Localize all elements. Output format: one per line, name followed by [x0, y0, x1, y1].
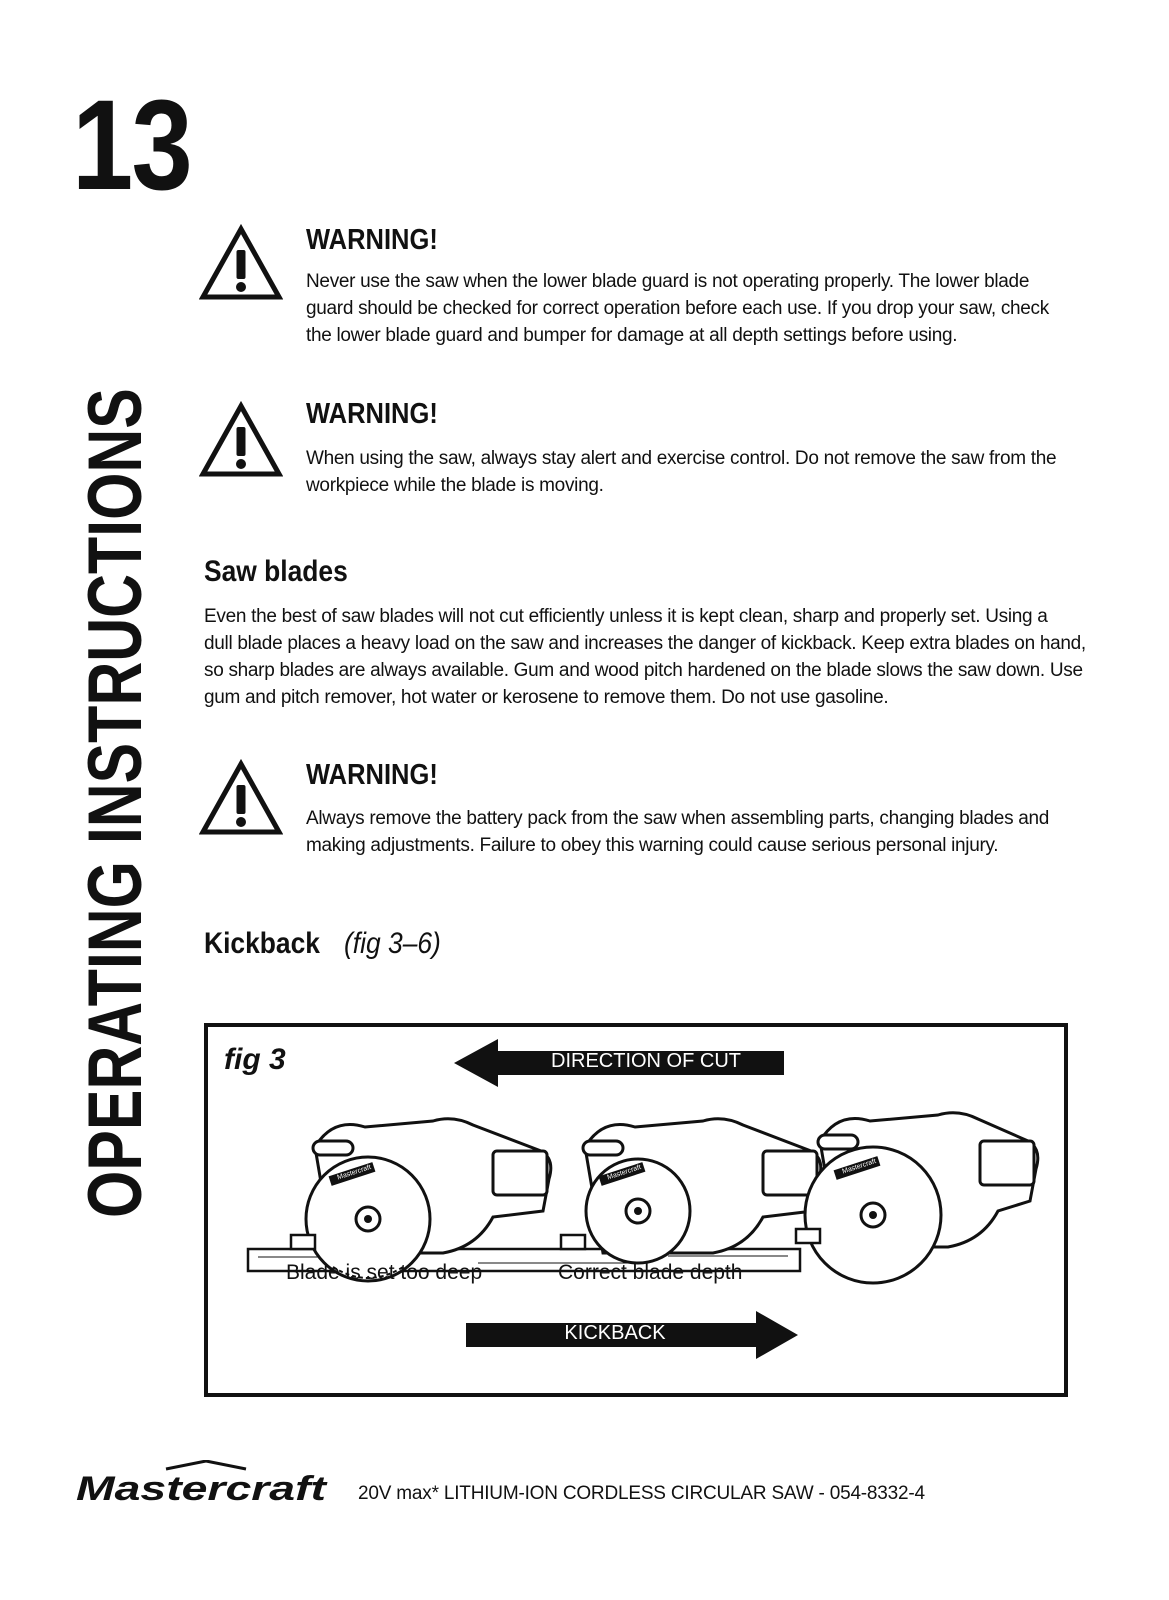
- warning-triangle-icon: [199, 224, 283, 302]
- warning-text: Never use the saw when the lower blade guard is not operating properly. The lower blade guard should be checked for correct operation before each use. If you drop your saw, check the lower blade guard and bumper for damage at all depth settings before using.: [306, 271, 1049, 346]
- saw-brand-label: Mastercraft: [606, 1164, 642, 1182]
- direction-of-cut-label: DIRECTION OF CUT: [551, 1050, 741, 1072]
- saw-correct-depth: [561, 1119, 821, 1263]
- figure-label: fig 3: [224, 1043, 286, 1076]
- warning-text: Always remove the battery pack from the saw when assembling parts, changing blades and making adjustments. Failure to obey this warning could cause serious personal injury.: [306, 808, 1050, 856]
- warning-triangle-icon: [199, 401, 283, 479]
- warning-title: WARNING!: [306, 759, 438, 791]
- saw-blades-text: Even the best of saw blades will not cut efficiently unless it is kept clean, sharp and properly set. Using a dull blade places a heavy load on the saw and increases the danger of kickback. Keep extra blades on hand, so sharp blades are always available. Gum and wood pitch hardened on the blade slows the saw down. Use gum and pitch remover, hot water or kerosene to remove them. Do not use gasoline.: [204, 606, 1086, 708]
- section-title: OPERATING INSTRUCTIONS: [73, 388, 158, 1218]
- saw-brand-label: Mastercraft: [841, 1158, 877, 1176]
- caption-too-deep: Blade is set too deep: [286, 1261, 483, 1284]
- mastercraft-logo: [74, 1460, 330, 1506]
- svg-text:Mastercraft: Mastercraft: [76, 1470, 329, 1506]
- kickback-label: KICKBACK: [564, 1322, 666, 1344]
- fig-reference: (fig 3–6): [344, 927, 441, 960]
- caption-correct-depth: Correct blade depth: [558, 1261, 743, 1284]
- warning-title: WARNING!: [306, 398, 438, 430]
- product-name: 20V max* LITHIUM-ION CORDLESS CIRCULAR SAW - 054-8332-4: [358, 1483, 925, 1504]
- page-number: 13: [72, 74, 192, 217]
- figure-3: [204, 1023, 1068, 1397]
- warning-title: WARNING!: [306, 224, 438, 256]
- warning-triangle-icon: [199, 759, 283, 837]
- kickback-heading: Kickback (fig 3–6): [204, 927, 441, 960]
- warning-text: When using the saw, always stay alert and exercise control. Do not remove the saw from the workpiece while the blade is moving.: [306, 448, 1057, 496]
- saw-blades-heading: Saw blades: [204, 555, 348, 588]
- saw-kickback: [796, 1113, 1038, 1283]
- saw-brand-label: Mastercraft: [336, 1164, 372, 1182]
